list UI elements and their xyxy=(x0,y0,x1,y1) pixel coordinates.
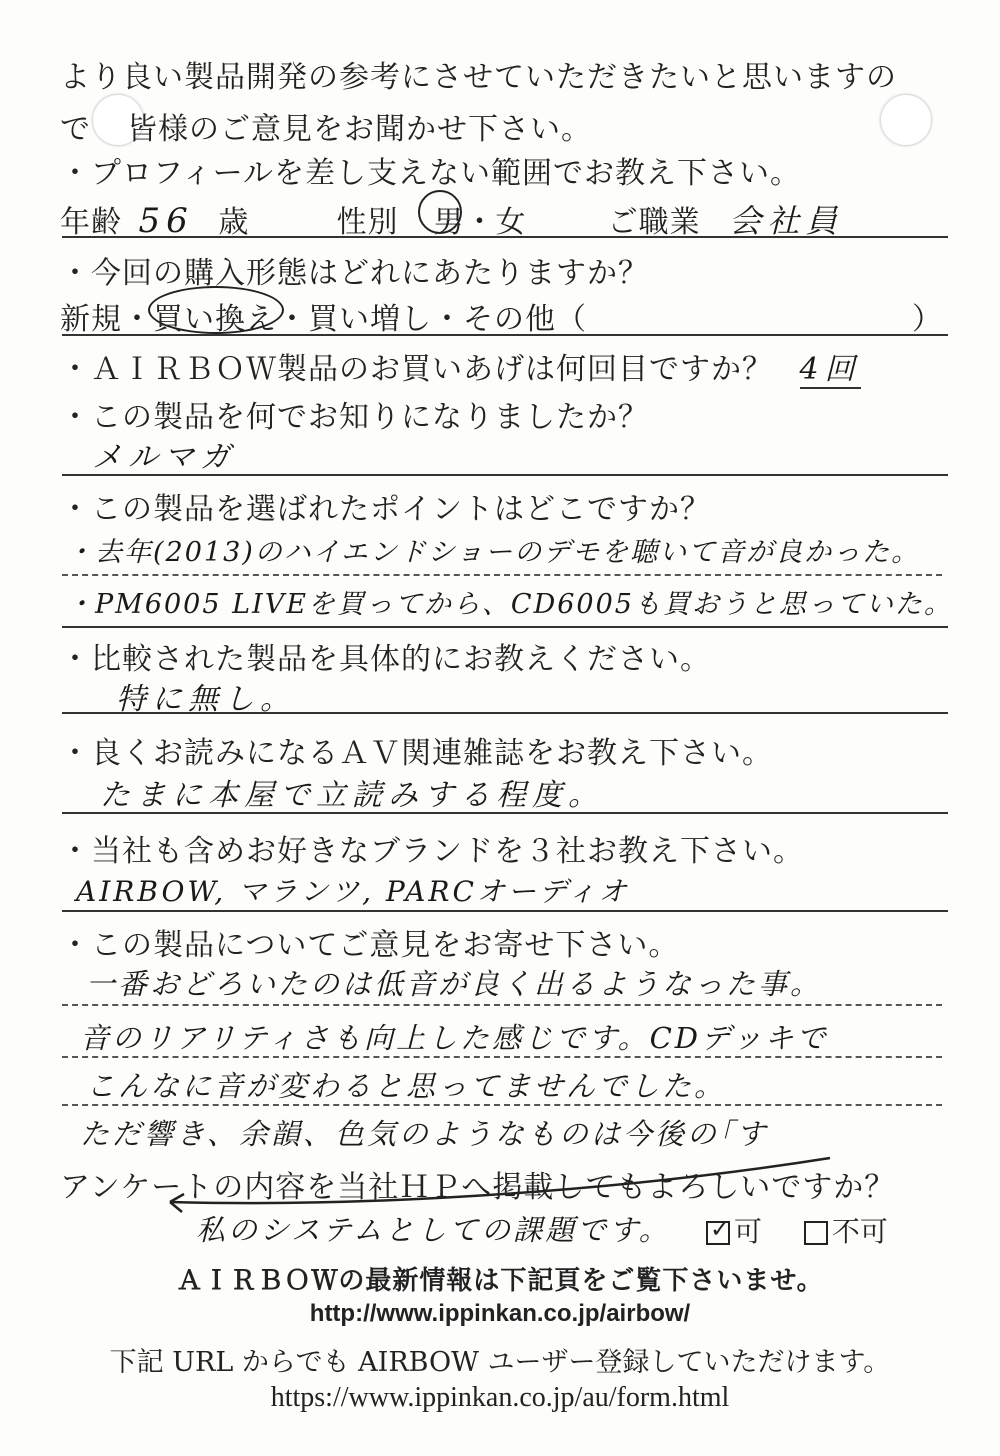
opinion-line-3: こんなに音が変わると思ってませんでした。 xyxy=(86,1069,727,1103)
gender-male: 男 xyxy=(433,205,465,240)
consent-options xyxy=(706,1210,888,1250)
compared-rule xyxy=(62,712,948,714)
opinion-line-1: 一番おどろいたのは低音が良く出るようなった事。 xyxy=(86,967,823,1001)
consent-ng-label: 不可 xyxy=(831,1215,888,1248)
intro-line-1: より良い製品開発の参考にさせていただきたいと思いますの xyxy=(60,60,897,95)
reason-dash-1 xyxy=(62,574,942,576)
magazine-answer: たまに本屋で立読みする程度。 xyxy=(100,778,604,813)
gender-female: 女 xyxy=(495,205,527,240)
opinion-line-5: 私のシステムとしての課題です。 xyxy=(196,1213,671,1247)
footer-url-2[interactable]: https://www.ippinkan.co.jp/au/form.html xyxy=(270,1382,730,1413)
consent-ok-checkbox[interactable] xyxy=(706,1215,731,1245)
intro-line-2-rest: 皆様のご意見をお聞かせ下さい。 xyxy=(127,112,592,147)
consent-ok-label: 可 xyxy=(734,1215,763,1248)
job-value: 会社員 xyxy=(729,202,844,240)
intro-line-2-start: で xyxy=(60,112,91,147)
male-selected-circle xyxy=(418,190,462,234)
checkmark-icon: ✓ xyxy=(710,1215,731,1243)
purchase-type-rule xyxy=(62,334,948,336)
brands-rule xyxy=(62,910,948,912)
age-unit: 歳 xyxy=(218,205,250,240)
opinion-question: ・この製品についてご意見をお寄せ下さい。 xyxy=(60,928,680,963)
how-known-question: ・この製品を何でお知りになりましたか？ xyxy=(60,400,649,435)
purchase-count-question-text: ・ＡＩＲＢＯＷ製品のお買いあげは何回目ですか？ xyxy=(60,352,773,387)
opinion-dash-3 xyxy=(62,1104,942,1106)
reason-rule xyxy=(62,626,948,628)
age-value: 56 xyxy=(138,201,194,241)
footer-register: 下記 URL からでも AIRBOW ユーザー登録していただけます。 xyxy=(109,1347,891,1378)
opinion-line-4: ただ響き、余韻、色気のようなものは今後の｢す xyxy=(80,1117,769,1151)
profile-question: ・プロフィールを差し支えない範囲でお教え下さい。 xyxy=(60,156,801,191)
how-known-answer: メルマガ xyxy=(92,440,236,475)
profile-rule xyxy=(62,236,948,238)
compared-answer: 特に無し。 xyxy=(116,682,296,717)
compared-question: ・比較された製品を具体的にお教えください。 xyxy=(60,642,711,677)
replace-selected-circle xyxy=(148,286,284,334)
magazine-rule xyxy=(62,812,948,814)
consent-question: アンケートの内容を当社ＨＰへ掲載してもよろしいですか？ xyxy=(60,1170,896,1205)
footer-url-1[interactable]: http://www.ippinkan.co.jp/airbow/ xyxy=(309,1300,691,1327)
purchase-type-options-text: 新規・買い換え・買い増し・その他（ xyxy=(60,302,587,337)
opinion-line-2: 音のリアリティさも向上した感じです。CDデッキで xyxy=(80,1021,829,1055)
brands-answer: AIRBOW, マランツ, PARCオーディオ xyxy=(76,875,630,908)
gender-separator: ・ xyxy=(464,205,496,240)
brands-question: ・当社も含めお好きなブランドを３社お教え下さい。 xyxy=(60,834,804,869)
opinion-dash-2 xyxy=(62,1056,942,1058)
footer-info: ＡＩＲＢＯＷの最新情報は下記頁をご覧下さいませ。 xyxy=(176,1266,824,1296)
age-label: 年齢 xyxy=(60,205,122,240)
gender-label: 性別 xyxy=(336,205,399,240)
purchase-count-answer: 4回 xyxy=(799,352,861,387)
intro-line-2 xyxy=(60,104,592,148)
job-label: ご職業 xyxy=(607,205,701,240)
reason-question: ・この製品を選ばれたポイントはどこですか？ xyxy=(60,492,711,527)
how-known-rule xyxy=(62,474,948,476)
reason-answer-line-1: ・去年(2013)のハイエンドショーのデモを聴いて音が良かった。 xyxy=(66,537,921,568)
purchase-type-question: ・今回の購入形態はどれにあたりますか？ xyxy=(60,256,649,291)
punch-hole-right xyxy=(880,94,932,146)
purchase-count-question xyxy=(60,344,940,388)
opinion-dash-1 xyxy=(62,1004,942,1006)
consent-ng-checkbox[interactable] xyxy=(804,1221,828,1245)
reason-answer-line-2: ・PM6005 LIVEを買ってから、CD6005も買おうと思っていた。 xyxy=(66,589,953,620)
purchase-type-close-paren: ） xyxy=(912,302,943,337)
magazine-question: ・良くお読みになるＡＶ関連雑誌をお教え下さい。 xyxy=(60,736,773,771)
